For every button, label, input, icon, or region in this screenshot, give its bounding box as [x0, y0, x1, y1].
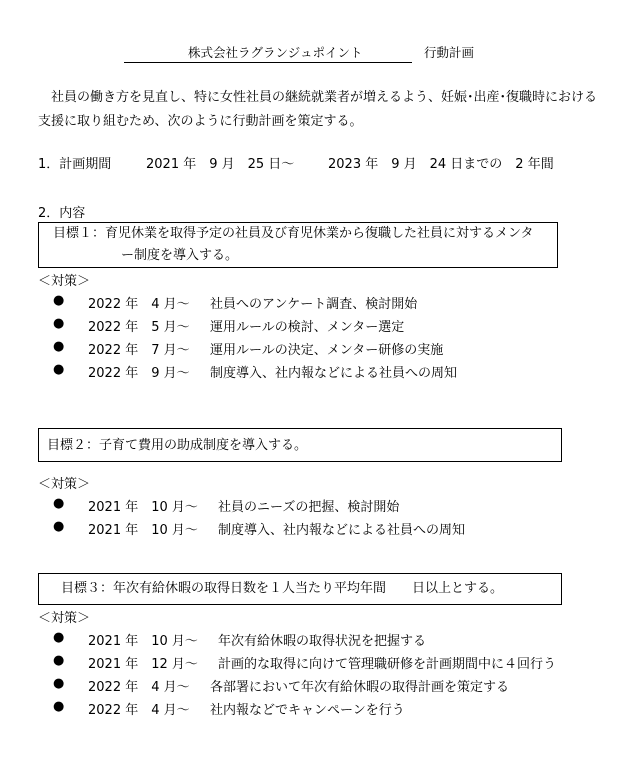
- company-name: 株式会社ラグランジュポイント: [188, 45, 363, 60]
- goal-2-box: [38, 428, 562, 462]
- goal-3-measures-label: ＜対策＞: [38, 611, 91, 626]
- item-date: 2022 年 7 月～: [88, 343, 190, 358]
- period-end: 2023 年 9 月 24 日までの 2 年間: [328, 157, 554, 172]
- item-date: 2021 年 12 月～: [88, 657, 198, 672]
- plan-period: [38, 153, 554, 172]
- goal-3-box: [38, 573, 562, 605]
- bullet-icon: ●: [53, 339, 65, 354]
- item-date: 2021 年 10 月～: [88, 500, 198, 515]
- item-date: 2022 年 4 月～: [88, 703, 190, 718]
- bullet-icon: ●: [53, 676, 65, 691]
- period-label: 1．計画期間: [38, 157, 112, 172]
- item-desc: 社員のニーズの把握、検討開始: [218, 500, 400, 515]
- bullet-icon: ●: [53, 362, 65, 377]
- item-desc: 年次有給休暇の取得状況を把握する: [218, 634, 427, 649]
- item-date: 2022 年 4 月～: [88, 680, 190, 695]
- bullet-icon: ●: [53, 699, 65, 714]
- item-desc: 社内報などでキャンペーンを行う: [210, 703, 405, 718]
- bullet-icon: ●: [53, 293, 65, 308]
- intro-text: 社員の働き方を見直し、特に女性社員の継続就業者が増えるよう、妊娠･出産･復職時における支援に取り組むため、次のように行動計画を策定する。: [38, 90, 598, 129]
- bullet-icon: ●: [53, 496, 65, 511]
- item-date: 2022 年 5 月～: [88, 320, 190, 335]
- item-date: 2021 年 10 月～: [88, 634, 198, 649]
- goal-1-line2: ー制度を導入する。: [121, 248, 239, 263]
- goal-1-measures-label: ＜対策＞: [38, 274, 91, 289]
- goal-1-box: [38, 222, 558, 268]
- item-desc: 運用ルールの決定、メンター研修の実施: [210, 343, 444, 358]
- goal-3-line1: 目標３：年次有給休暇の取得日数を１人当たり平均年間 日以上とする。: [61, 581, 504, 596]
- bullet-icon: ●: [53, 519, 65, 534]
- content-heading: 2．内容: [38, 206, 86, 221]
- item-desc: 運用ルールの検討、メンター選定: [210, 320, 405, 335]
- bullet-icon: ●: [53, 316, 65, 331]
- item-date: 2022 年 4 月～: [88, 297, 190, 312]
- item-desc: 制度導入、社内報などによる社員への周知: [210, 366, 458, 381]
- goal-2-measures-label: ＜対策＞: [38, 477, 91, 492]
- item-desc: 社員へのアンケート調査、検討開始: [210, 297, 418, 312]
- item-desc: 計画的な取得に向けて管理職研修を計画期間中に４回行う: [218, 657, 557, 672]
- item-desc: 各部署において年次有給休暇の取得計画を策定する: [210, 680, 510, 695]
- item-date: 2021 年 10 月～: [88, 523, 198, 538]
- intro-paragraph: [38, 86, 598, 134]
- goal-1-line1: 目標１：育児休業を取得予定の社員及び育児休業から復職した社員に対するメンタ: [53, 226, 534, 241]
- item-desc: 制度導入、社内報などによる社員への周知: [218, 523, 466, 538]
- bullet-icon: ●: [53, 653, 65, 668]
- period-start: 2021 年 9 月 25 日～: [146, 157, 295, 172]
- plan-title: 行動計画: [424, 45, 475, 60]
- goal-2-line1: 目標２：子育て費用の助成制度を導入する。: [47, 438, 308, 453]
- bullet-icon: ●: [53, 630, 65, 645]
- item-date: 2022 年 9 月～: [88, 366, 190, 381]
